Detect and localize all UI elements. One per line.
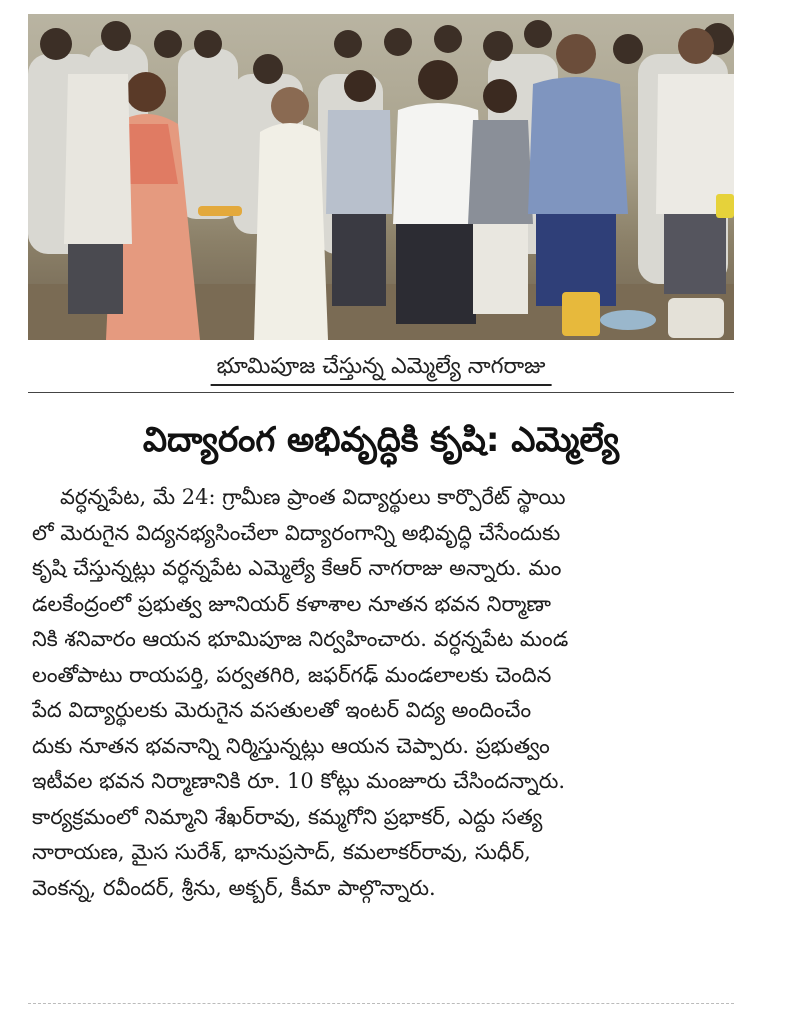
news-photo: [28, 14, 734, 340]
body-line: వెంకన్న, రవీందర్, శ్రీను, అక్బర్, కీమా పాల్గొన్నారు.: [32, 875, 436, 900]
photo-caption: భూమిపూజ చేస్తున్న ఎమ్మెల్యే నాగరాజు: [211, 352, 552, 386]
article-body: [32, 480, 734, 906]
body-line: ఇటీవల భవన నిర్మాణానికి రూ. 10 కోట్లు మంజూరు చేసిందన్నారు.: [32, 769, 566, 793]
bucket-icon: [668, 298, 724, 338]
photo-caption-area: [28, 344, 734, 393]
body-line: డలకేంద్రంలో ప్రభుత్వ జూనియర్ కళాశాల నూతన భవన నిర్మాణా: [32, 591, 551, 616]
body-line: నికి శనివారం ఆయన భూమిపూజ నిర్వహించారు. వర్ధన్నపేట మండ: [32, 627, 569, 651]
person-left-white: [64, 74, 132, 314]
body-line: దుకు నూతన భవనాన్ని నిర్మిస్తున్నట్లు ఆయన చెప్పారు. ప్రభుత్వం: [32, 733, 550, 758]
body-line: కృషి చేస్తున్నట్లు వర్ధన్నపేట ఎమ్మెల్యే కేఆర్ నాగరాజు అన్నారు. మం: [32, 556, 562, 580]
yellow-packet-icon: [716, 194, 734, 218]
bowl-icon: [600, 310, 656, 330]
container-icon: [562, 292, 600, 336]
body-line: కార్యక్రమంలో నిమ్మాని శేఖర్‌రావు, కమ్మగోని ప్రభాకర్, ఎద్దు సత్య: [32, 804, 543, 829]
news-photo-illustration: [28, 14, 734, 340]
article-headline: విద్యారంగ అభివృద్ధికి కృషి: ఎమ్మెల్యే: [142, 420, 620, 460]
body-line: లో మెరుగైన విద్యనభ్యసించేలా విద్యారంగాన్ని అభివృద్ధి చేసేందుకు: [32, 520, 561, 545]
bottom-divider: [28, 1003, 734, 1004]
person-mla: [393, 60, 483, 324]
body-line: నారాయణ, మైస సురేశ్, భానుప్రసాద్, కమలాకర్‌రావు, సుధీర్,: [32, 840, 531, 864]
body-line: వర్ధన్నపేట, మే 24: గ్రామీణ ప్రాంత విద్యార్థులు కార్పొరేట్ స్థాయి: [60, 485, 566, 509]
body-line: లంతోపాటు రాయపర్తి, పర్వతగిరి, జఫర్‌గఢ్ మండలాలకు చెందిన: [32, 662, 552, 687]
body-line: పేద విద్యార్థులకు మెరుగైన వసతులతో ఇంటర్ విద్య అందించేం: [32, 698, 532, 722]
